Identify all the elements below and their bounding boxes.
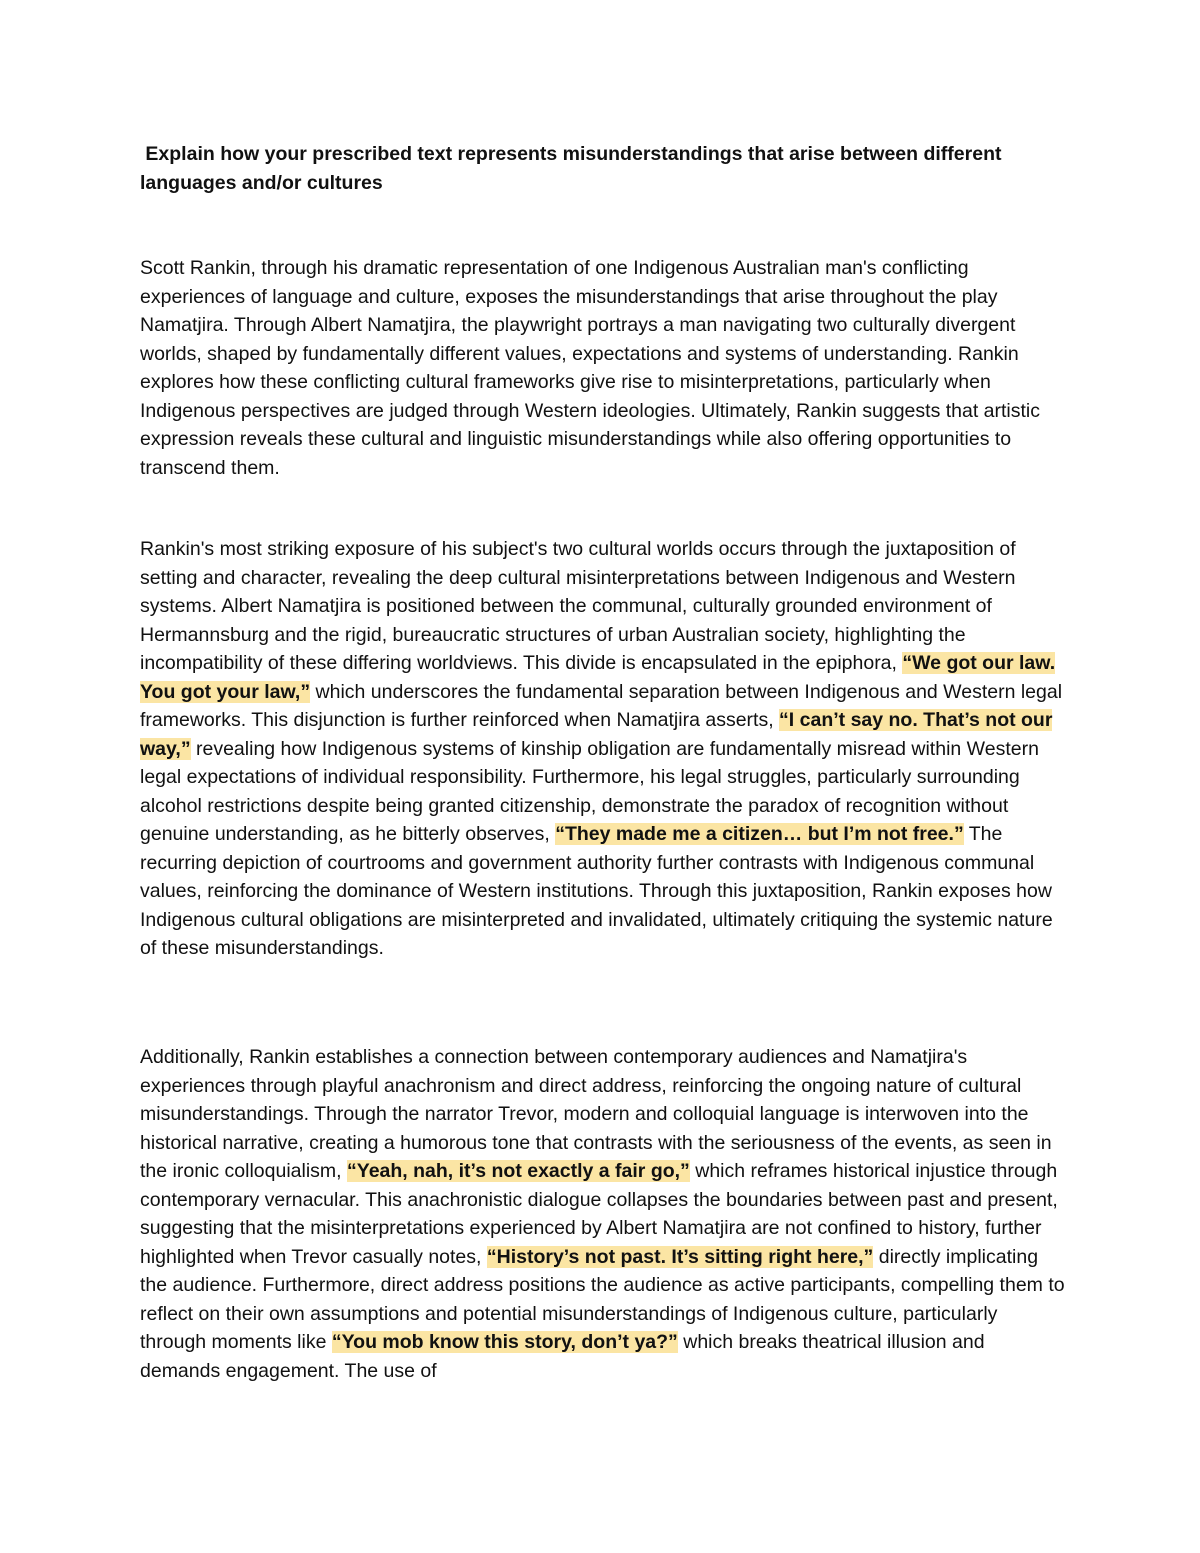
paragraph-text: revealing how Indigenous systems of kinship obligation are fundamentally misread within Western legal expectations of individual responsibility. Furthermore, his legal struggles, particularly surrounding alcohol restrictions despite being granted citizenship, demonstrate the paradox of recognition without genuine understanding, as he bitterly observes, <box>140 737 1039 845</box>
paragraph-text: directly implicating the audience. Furthermore, direct address positions the audience as active participants, compelling them to reflect on their own assumptions and potential misunderstandings of Indigenous culture, particularly through moments like <box>140 1245 1065 1353</box>
paragraph-text: Additionally, Rankin establishes a connection between contemporary audiences and Namatjira's experiences through playful anachronism and direct address, reinforcing the ongoing nature of cultural misunderstandings. Through the narrator Trevor, modern and colloquial language is interwoven into the historical narrative, creating a humorous tone that contrasts with the seriousness of the events, as seen in the ironic colloquialism, <box>140 1046 1052 1182</box>
paragraph-text: which underscores the fundamental separation between Indigenous and Western legal frameworks. This disjunction is further reinforced when Namatjira asserts, <box>140 680 1063 731</box>
essay-question-title: Explain how your prescribed text represents misunderstandings that arise between different languages and/or cultures <box>140 143 1007 194</box>
paragraph-text: which reframes historical injustice through contemporary vernacular. This anachronistic dialogue collapses the boundaries between past and present, suggesting that the misinterpretations experienced by Albert Namatjira are not confined to history, further highlighted when Trevor casually notes, <box>140 1160 1058 1268</box>
body-paragraph-3 <box>140 1043 1065 1385</box>
body-paragraph-2 <box>140 535 1065 963</box>
highlighted-quote: “You mob know this story, don’t ya?” <box>331 1331 678 1353</box>
paragraph-text: Scott Rankin, through his dramatic representation of one Indigenous Australian man's conflicting experiences of language and culture, exposes the misunderstandings that arise throughout the play Namatjira. Through Albert Namatjira, the playwright portrays a man navigating two culturally divergent worlds, shaped by fundamentally different values, expectations and systems of understanding. Rankin explores how these conflicting cultural frameworks give rise to misinterpretations, particularly when Indigenous perspectives are judged through Western ideologies. Ultimately, Rankin suggests that artistic expression reveals these cultural and linguistic misunderstandings while also offering opportunities to transcend them. <box>140 257 1041 479</box>
highlighted-quote: “We got our law. You got your law,” <box>140 652 1056 703</box>
highlighted-quote: “Yeah, nah, it’s not exactly a fair go,” <box>347 1160 690 1182</box>
body-paragraph-1 <box>140 254 1065 482</box>
highlighted-quote: “History’s not past. It’s sitting right here,” <box>486 1245 874 1268</box>
paragraph-text: which breaks theatrical illusion and demands engagement. The use of <box>140 1331 985 1382</box>
highlighted-quote: “I can’t say no. That’s not our way,” <box>140 709 1053 760</box>
paragraph-text: The recurring depiction of courtrooms and government authority further contrasts with Indigenous communal values, reinforcing the dominance of Western institutions. Through this juxtaposition, Rankin exposes how Indigenous cultural obligations are misinterpreted and invalidated, ultimately critiquing the systemic nature of these misunderstandings. <box>140 823 1053 959</box>
paragraph-text: Rankin's most striking exposure of his subject's two cultural worlds occurs through the juxtaposition of setting and character, revealing the deep cultural misinterpretations between Indigenous and Western systems. Albert Namatjira is positioned between the communal, culturally grounded environment of Hermannsburg and the rigid, bureaucratic structures of urban Australian society, highlighting the incompatibility of these differing worldviews. This divide is encapsulated in the epiphora, <box>140 538 1016 674</box>
highlighted-quote: “They made me a citizen… but I’m not free.” <box>555 823 964 845</box>
